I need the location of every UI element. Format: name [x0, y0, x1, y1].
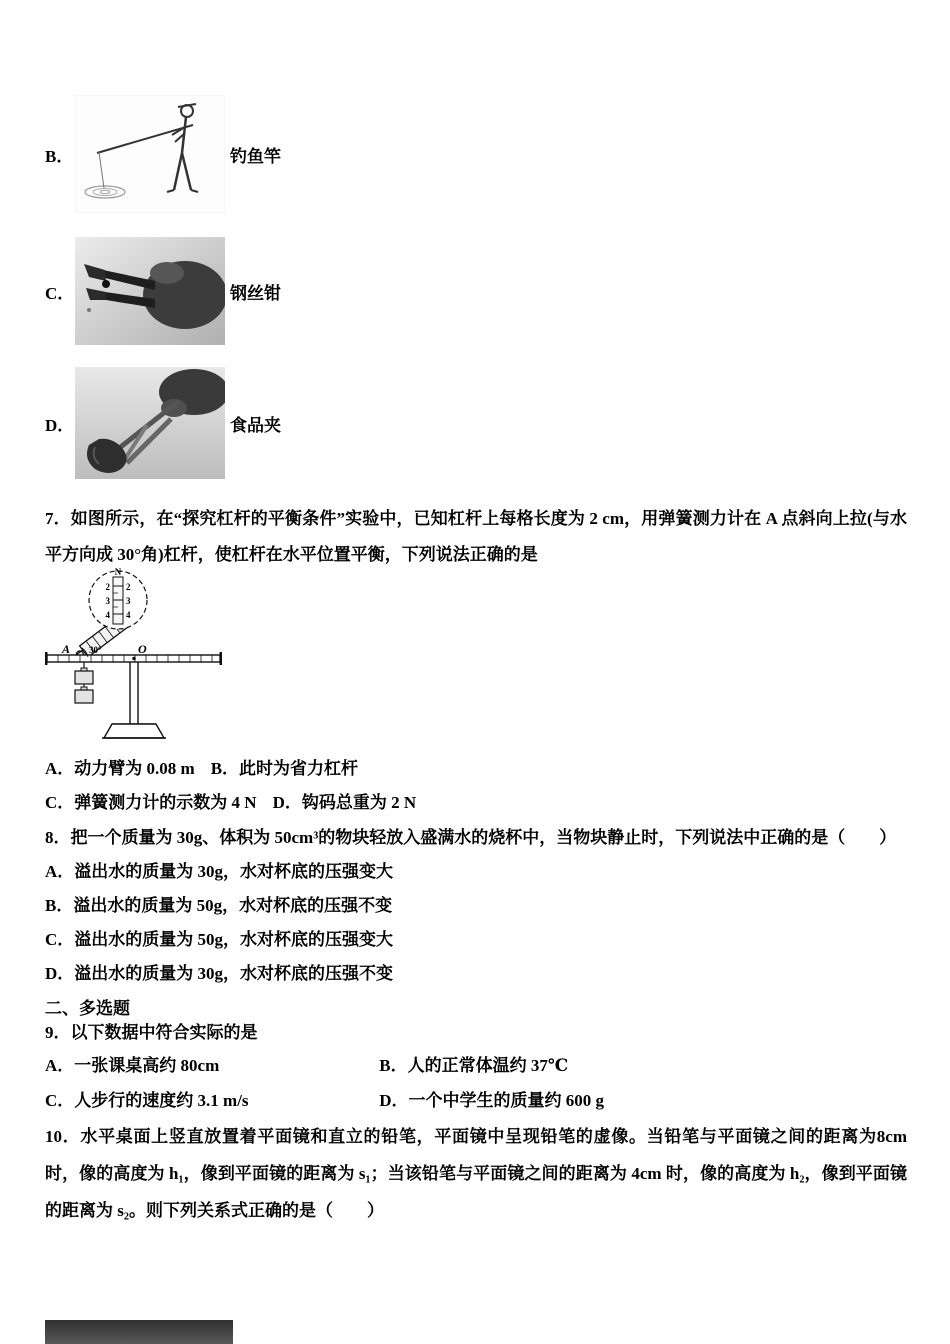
question-7-stem: 7．如图所示，在“探究杠杆的平衡条件”实验中，已知杠杆上每格长度为 2 cm，用弹簧测力计在 A 点斜向上拉(与水平方向成 30°角)杠杆，使杠杆在水平位置平衡，下列说法正确的是: [45, 509, 907, 564]
question-10-stem: 10．水平桌面上竖直放置着平面镜和直立的铅笔，平面镜中呈现铅笔的虚像。当铅笔与平面镜之间的距离为8cm时，像的高度为 h₁，像到平面镜的距离为 s₁；当该铅笔与平面镜之间的距离为 4cm 时，像的高度为 h₂，像到平面镜的距离为 s₂。则下列关系式正确的是（ ）: [45, 1127, 907, 1220]
scale-mark-4-left: 4: [105, 610, 110, 620]
question-9-options-row-1: [45, 1054, 905, 1078]
question-7-options-row-2: [45, 791, 416, 815]
question-9-stem: 9．以下数据中符合实际的是: [45, 1023, 258, 1042]
q9-option-b: B．人的正常体温约 37℃: [379, 1056, 569, 1075]
q7-option-a: A．动力臂为 0.08 m: [45, 759, 195, 778]
option-figure-c: [45, 237, 281, 345]
food-tongs-image: [75, 367, 225, 479]
q8-option-a: A．溢出水的质量为 30g，水对杯底的压强变大: [45, 862, 394, 881]
option-d-label: D．: [45, 415, 75, 435]
scale-mark-2-right: 2: [126, 582, 131, 592]
fishing-rod-image: [75, 95, 225, 213]
scale-mark-4-right: 4: [126, 610, 131, 620]
section-2-title: 二、多选题: [45, 999, 130, 1018]
lever-diagram-svg: [42, 566, 237, 746]
option-c-caption: 钢丝钳: [230, 283, 281, 303]
option-figure-b: [45, 95, 281, 213]
scale-mark-3-left: 3: [105, 596, 110, 606]
scale-mark-2-left: 2: [105, 582, 110, 592]
scale-unit-label: N: [114, 567, 122, 577]
option-b-caption: 钓鱼竿: [230, 146, 281, 166]
q7-option-c: C．弹簧测力计的示数为 4 N: [45, 793, 257, 812]
wire-cutters-illustration: [75, 237, 225, 345]
option-b-label: B．: [45, 146, 74, 166]
question-7-options-row-1: [45, 757, 358, 781]
q9-option-a: A．一张课桌高约 80cm: [45, 1056, 220, 1075]
lever-diagram: [42, 566, 237, 746]
angle-label: 30°: [89, 645, 102, 655]
option-c-label: C．: [45, 283, 75, 303]
next-figure-cropped-edge: [45, 1320, 233, 1344]
question-9-options-row-2: [45, 1089, 905, 1113]
q7-option-b: B．此时为省力杠杆: [210, 759, 359, 778]
q9-option-d: D．一个中学生的质量约 600 g: [379, 1091, 605, 1110]
q8-option-c: C．溢出水的质量为 50g，水对杯底的压强变大: [45, 930, 394, 949]
q9-option-c: C．人步行的速度约 3.1 m/s: [45, 1091, 249, 1110]
q7-option-d: D．钩码总重为 2 N: [272, 793, 417, 812]
food-tongs-illustration: [75, 367, 225, 479]
option-d-caption: 食品夹: [230, 415, 281, 435]
fishing-rod-illustration: [75, 95, 225, 213]
scale-mark-3-right: 3: [126, 596, 131, 606]
fulcrum-dot: [132, 657, 136, 661]
q8-option-b: B．溢出水的质量为 50g，水对杯底的压强不变: [45, 896, 393, 915]
hooked-weights: [75, 662, 93, 703]
point-a-label: A: [62, 642, 71, 656]
option-figure-d: [45, 367, 281, 479]
wire-cutters-image: [75, 237, 225, 345]
question-8-stem: 8．把一个质量为 30g、体积为 50cm³的物块轻放入盛满水的烧杯中，当物块静止时，下列说法中正确的是（ ）: [45, 828, 897, 847]
q8-option-d: D．溢出水的质量为 30g，水对杯底的压强不变: [45, 964, 394, 983]
lever-stand: [102, 662, 166, 738]
fulcrum-label: O: [138, 642, 147, 656]
